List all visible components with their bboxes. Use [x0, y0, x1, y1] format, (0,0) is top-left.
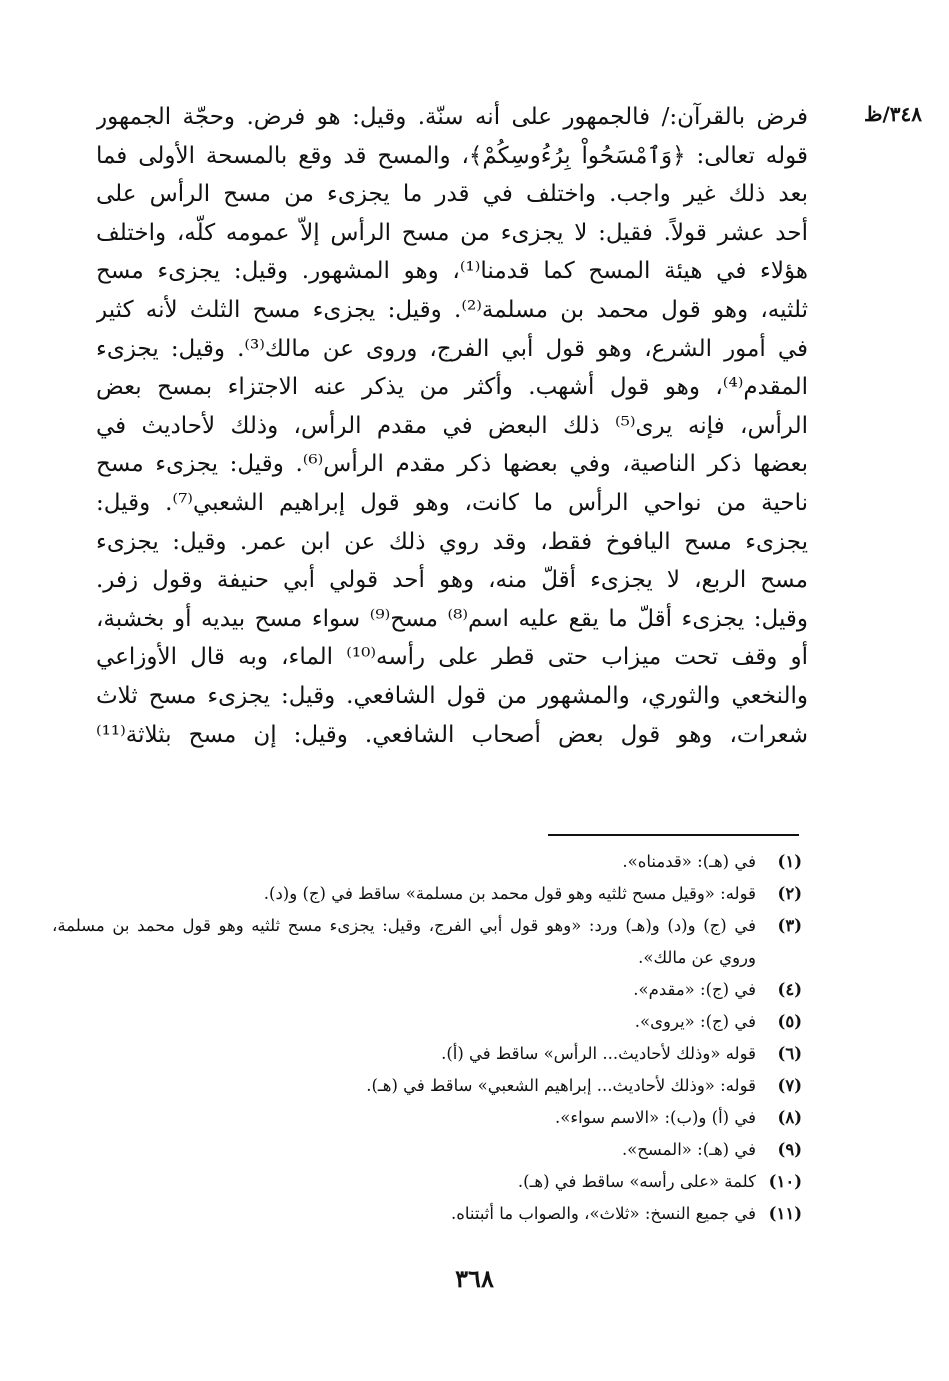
text-line-1: فرض بالقرآن:/ فالجمهور على أنه سنّة. وقيل: هو فرض. وحجّة الجمهور: [96, 104, 808, 130]
footnote-number: (٢): [777, 884, 802, 903]
footnote-text: قوله: «وقيل مسح ثلثيه وهو قول محمد بن مسلمة» ساقط في (ج) و(د).: [263, 884, 756, 903]
footnote-number: (٣): [777, 916, 802, 935]
footnote-2: [52, 878, 802, 910]
footnote-11: [52, 1198, 802, 1230]
text-line-8: المقدم⁽⁴⁾، وهو قول أشهب. وأكثر من يذكر عنه الاجتزاء بمسح بعض: [96, 374, 808, 401]
text-line-13: مسح الربع، لا يجزىء أقلّ منه، وهو أحد قولي أبي حنيفة وقول زفر.: [96, 567, 808, 594]
footnote-number: (١): [777, 852, 802, 871]
footnote-6: [52, 1038, 802, 1070]
text-line-16: والنخعي والثوري، والمشهور من قول الشافعي. وقيل: يجزىء مسح ثلاث: [96, 682, 808, 709]
footnote-10: [52, 1166, 802, 1198]
footnote-text: في (ج) و(د) و(هـ) ورد: «وهو قول أبي الفرج، وقيل: يجزىء مسح ثلثيه وهو قول محمد بن مسلمة، وروي عن مالك».: [52, 916, 756, 967]
footnote-9: [52, 1134, 802, 1166]
footnote-1: [52, 846, 802, 878]
footnote-text: كلمة «على رأسه» ساقط في (هـ).: [517, 1172, 756, 1191]
text-line-2: قوله تعالى: ﴿وَٱمْسَحُواْ بِرُءُوسِكُمْ﴾، والمسح قد وقع بالمسحة الأولى فما: [96, 142, 808, 169]
footnote-text: في (هـ): «المسح».: [621, 1140, 756, 1159]
footnote-number: (٤): [777, 980, 802, 999]
footnote-text: في (أ) و(ب): «الاسم سواء».: [555, 1108, 756, 1127]
footnote-number: (٧): [777, 1076, 802, 1095]
text-line-5: هؤلاء في هيئة المسح كما قدمنا⁽¹⁾، وهو المشهور. وقيل: يجزىء مسح: [96, 258, 808, 285]
text-line-12: يجزىء مسح اليافوخ فقط، وقد روي ذلك عن ابن عمر. وقيل: يجزىء: [96, 528, 808, 555]
page-number: ٣٦٨: [455, 1264, 494, 1293]
footnote-text: قوله «وذلك لأحاديث... الرأس» ساقط في (أ).: [441, 1044, 756, 1063]
text-line-6: ثلثيه، وهو قول محمد بن مسلمة⁽²⁾. وقيل: يجزىء مسح الثلث لأنه كثير: [96, 296, 808, 323]
text-line-3: بعد ذلك غير واجب. واختلف في قدر ما يجزىء من مسح الرأس على: [96, 181, 808, 208]
footnote-text: في جميع النسخ: «ثلاث»، والصواب ما أثبتناه.: [450, 1204, 756, 1223]
footnote-number: (١٠): [768, 1172, 802, 1191]
footnote-text: في (هـ): «قدمناه».: [622, 852, 756, 871]
footnote-number: (٨): [777, 1108, 802, 1127]
text-line-4: أحد عشر قولاً. فقيل: لا يجزىء من مسح الرأس إلاّ عمومه كلّه، واختلف: [96, 219, 808, 246]
footnote-separator: [548, 834, 799, 836]
footnote-7: [52, 1070, 802, 1102]
footnote-8: [52, 1102, 802, 1134]
text-line-10: بعضها ذكر الناصية، وفي بعضها ذكر مقدم الرأس⁽⁶⁾. وقيل: يجزىء مسح: [96, 451, 808, 478]
footnote-text: قوله: «وذلك لأحاديث... إبراهيم الشعبي» ساقط في (هـ).: [366, 1076, 756, 1095]
footnote-text: في (ج): «يروى».: [634, 1012, 756, 1031]
text-line-17: شعرات، وهو قول بعض أصحاب الشافعي. وقيل: إن مسح بثلاثة⁽¹¹⁾: [96, 721, 808, 748]
text-line-11: ناحية من نواحي الرأس ما كانت، وهو قول إبراهيم الشعبي⁽⁷⁾. وقيل:: [96, 489, 808, 516]
main-text-block: [96, 98, 808, 754]
footnote-4: [52, 974, 802, 1006]
text-line-9: الرأس، فإنه يرى⁽⁵⁾ ذلك البعض في مقدم الرأس، وذلك لأحاديث في: [96, 412, 808, 439]
footnote-number: (٦): [777, 1044, 802, 1063]
footnotes-block: [52, 846, 802, 1230]
footnote-text: في (ج): «مقدم».: [633, 980, 756, 999]
footnote-number: (١١): [768, 1204, 802, 1223]
footnote-number: (٩): [777, 1140, 802, 1159]
text-line-7: في أمور الشرع، وهو قول أبي الفرج، وروى عن مالك⁽³⁾. وقيل: يجزىء: [96, 335, 808, 362]
footnote-5: [52, 1006, 802, 1038]
manuscript-folio-marker: ٣٤٨/ظ: [863, 102, 922, 126]
footnote-3: [52, 910, 802, 974]
text-line-14: وقيل: يجزىء أقلّ ما يقع عليه اسم⁽⁸⁾ مسح⁽⁹⁾ سواء مسح بيديه أو بخشبة،: [96, 605, 808, 632]
footnote-number: (٥): [777, 1012, 802, 1031]
text-line-15: أو وقف تحت ميزاب حتى قطر على رأسه⁽¹⁰⁾ الماء، وبه قال الأوزاعي: [96, 644, 808, 671]
